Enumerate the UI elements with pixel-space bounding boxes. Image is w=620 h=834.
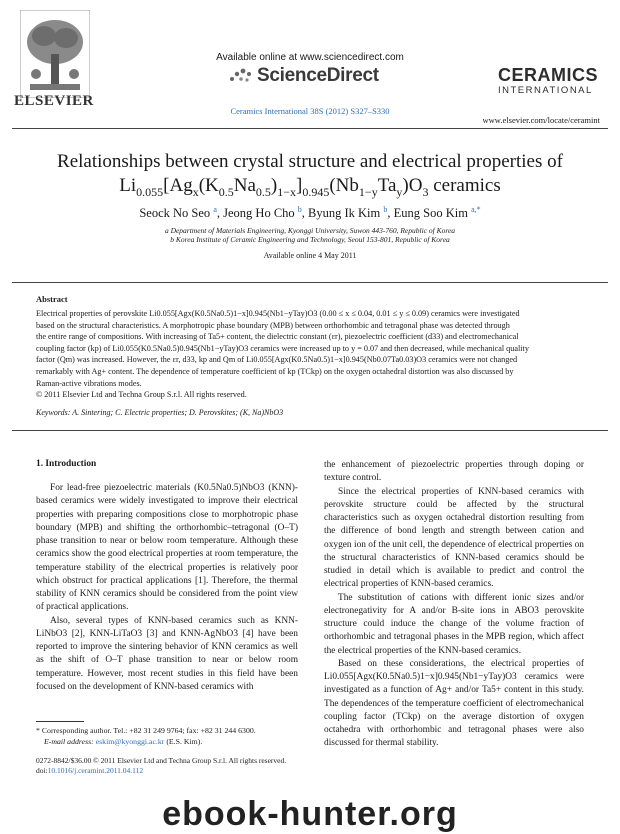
publisher-logo: ELSEVIER bbox=[14, 93, 94, 109]
doi-link[interactable]: 10.1016/j.ceramint.2011.04.112 bbox=[47, 766, 144, 775]
paragraph: Since the electrical properties of KNN-based ceramics with perovskite structure could be affected by the structural characteristics such as oxygen octahedral distortion resulting from the difference of bond length and strength between cation and oxygen ion of the unit cell, the dependence of electrical properties on the structural characteristics of KNN-based ceramics should be studied in detail which is available to predict and control the electrical properties of KNN-based ceramics. bbox=[324, 486, 584, 590]
email-link[interactable]: eskim@kyonggi.ac.kr bbox=[95, 737, 165, 746]
author-list: Seock No Seo $^a$, Jeong Ho Cho $^b$, Byung Ik Kim $^b$, Eung Soo Kim $^{a,*}$ bbox=[139, 205, 481, 221]
title-line-2: $Li_{0.055}[Ag_x(K_{0.5}Na_{0.5})_{1-x}]_{0.945}(Nb_{1-y}Ta_y)O_3$ ceramics bbox=[119, 175, 501, 199]
sciencedirect-logo: ScienceDirect bbox=[257, 65, 379, 86]
abstract-line: based on the structural characteristics. A morphotropic phase boundary (MPB) between orthorhombic and tetragonal phase was detected through bbox=[36, 320, 510, 330]
abstract-top-rule bbox=[12, 282, 608, 283]
copyright: © 2011 Elsevier Ltd and Techna Group S.r.l. All rights reserved. bbox=[36, 390, 247, 400]
paragraph: the enhancement of piezoelectric properties through doping or texture control. bbox=[324, 460, 584, 484]
issn-doi bbox=[36, 756, 286, 776]
email-line: E-mail address: eskim@kyonggi.ac.kr (E.S. Kim). bbox=[44, 737, 203, 746]
affiliation-a: a Department of Materials Engineering, Kyonggi University, Suwon 443-760, Republic of Korea bbox=[164, 226, 456, 235]
header-rule bbox=[12, 128, 608, 129]
corresponding-author: * Corresponding author. Tel.: +82 31 249 9764; fax: +82 31 244 6300. bbox=[36, 726, 256, 735]
issn-line: 0272-8842/$36.00 © 2011 Elsevier Ltd and Techna Group S.r.l. All rights reserved. bbox=[36, 756, 287, 765]
available-online: Available online at www.sciencedirect.com bbox=[216, 52, 404, 63]
body-left-column bbox=[36, 482, 298, 694]
paragraph: For lead-free piezoelectric materials (K0.5Na0.5)NbO3 (KNN)-based ceramics were widely investigated to improve their electrical properties with preparing compositions close to morphotropic phase boundary (MPB) and shifting the orthorhombic–tetragonal (O–T) phase transition to near or below room temperature. Although these ceramics show the good electrical properties at room temperature, the temperature stability of the electrical properties is relatively poor which obstruct for practical applications [1]. Therefore, the thermal stability of KNN ceramics should be considered from the point view of practical applications. bbox=[36, 483, 298, 613]
abstract-line: Electrical properties of perovskite Li0.055[Agx(K0.5Na0.5)1−x]0.945(Nb1−yTay)O3 (0.00 ≤ x ≤ 0.04, 0.01 ≤ y ≤ 0.09) ceramics were investigated bbox=[36, 309, 520, 318]
keywords: Keywords: A. Sintering; C. Electric properties; D. Perovskites; (K, Na)NbO3 bbox=[36, 408, 284, 417]
abstract-heading: Abstract bbox=[36, 294, 68, 304]
available-date: Available online 4 May 2011 bbox=[263, 251, 357, 260]
article-title bbox=[20, 150, 600, 204]
affiliation-b: b Korea Institute of Ceramic Engineering and Technology, Seoul 153-801, Republic of Korea bbox=[170, 235, 450, 244]
title-line-1: Relationships between crystal structure and electrical properties of bbox=[57, 151, 563, 172]
abstract-line: the entire range of compositions. With increasing of Ta5+ content, the dielectric constant (εr), piezoelectric coefficient (d33) and electromechanical bbox=[36, 332, 519, 342]
paragraph: The substitution of cations with different ionic sizes and/or electronegativity for A and/or B-site ions in ABO3 perovskite structure could induce the change of the volume fraction of orthorhombic and tetragonal phases in the MPB region, which affect the electrical properties of the KNN-based ceramics. bbox=[324, 592, 584, 656]
paragraph: Based on these considerations, the electrical properties of Li0.055[Agx(K0.5Na0.5)1−x]0.945(Nb1−yTay)O3 ceramics were investigated as a function of Ag+ and/or Ta5+ content in this study. The dependences of the temperature coefficient of electromechanical coupling factor (TCkp) on the average distortion of oxygen octahedra with orthorhombic and tetragonal phases were also discussed for thermal stability. bbox=[324, 658, 584, 749]
journal-logo-subtitle: INTERNATIONAL bbox=[498, 85, 593, 96]
abstract-bottom-rule bbox=[12, 430, 608, 431]
journal-url[interactable]: www.elsevier.com/locate/ceramint bbox=[482, 115, 600, 125]
abstract-line: Raman-active vibrations modes. bbox=[36, 378, 142, 388]
footnote bbox=[36, 725, 306, 747]
sciencedirect-dots-icon bbox=[228, 65, 254, 87]
paragraph: Also, several types of KNN-based ceramics such as KNN-LiNbO3 [2], KNN-LiTaO3 [3] and KNN-AgNbO3 [4] have been reported to improve the sintering behavior of KNN ceramics as well as the shift of O–T phase transition to near or below room temperature. However, most recent studies in this field have been focused on the development of KNN-based ceramics with bbox=[36, 615, 298, 692]
abstract-text bbox=[36, 308, 584, 401]
section-heading: 1. Introduction bbox=[36, 459, 97, 469]
abstract-line: coupling factor (kp) of Li0.055(K0.5Na0.5)0.945(Nb1−yTay)O3 ceramics were increased up to y = 0.07 and then decreased, while mechanical quality bbox=[36, 343, 529, 353]
abstract-line: remarkably with Ag+ content. The dependence of temperature coefficient of kp (TCkp) on the oxygen octahedral distortion was also discussed by bbox=[36, 366, 514, 376]
abstract-line: factor (Qm) was increased. However, the εr, d33, kp and Qm of Li0.055[Agx(K0.5Na0.5)1−x]0.945(Nb0.07Ta0.03)O3 ceramics were not changed bbox=[36, 355, 518, 365]
doi-line: doi:10.1016/j.ceramint.2011.04.112 bbox=[36, 766, 144, 775]
journal-citation[interactable]: Ceramics International 38S (2012) S327–S330 bbox=[230, 106, 390, 116]
watermark: ebook-hunter.org bbox=[162, 795, 458, 833]
journal-logo-title: CERAMICS bbox=[498, 65, 599, 85]
footnote-rule bbox=[36, 721, 84, 722]
body-right-column bbox=[324, 459, 584, 751]
